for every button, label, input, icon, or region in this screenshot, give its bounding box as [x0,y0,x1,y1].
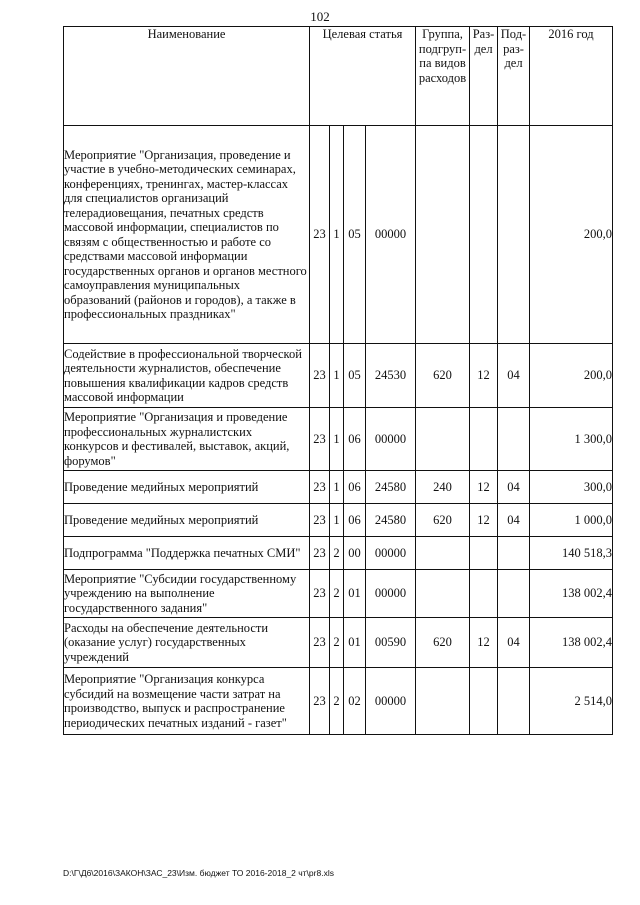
row-name: Мероприятие "Организация, проведение и участие в учебно-методических семинарах, конференциях, тренингах, мастер-классах для специалистов организаций телерадиовещания, печатных средств массовой информации, специалистов по связям с общественностью и работе со средствами массовой информации государственных органов и органов местного самоуправления муниципальных образований (районов и городов), а также в профессиональных праздниках" [64,126,310,344]
target-code-event: 01 [344,618,366,668]
expense-group: 620 [416,504,470,537]
section: 12 [470,344,498,408]
subsection [498,537,530,570]
file-path-footer: D:\Г\Д6\2016\ЗАКОН\ЗАС_23\Изм. бюджет ТО 2016-2018_2 чт\pr8.xls [63,868,334,878]
subsection [498,126,530,344]
subsection [498,570,530,618]
table-body [64,126,613,735]
amount-2016: 140 518,3 [530,537,613,570]
row-name: Подпрограмма "Поддержка печатных СМИ" [64,537,310,570]
table-row [64,408,613,471]
table-row [64,537,613,570]
target-code-program: 23 [310,668,330,735]
expense-group [416,537,470,570]
amount-2016: 200,0 [530,126,613,344]
target-code-direction: 00000 [366,408,416,471]
page-number: 102 [310,9,330,24]
target-code-subprogram: 2 [330,537,344,570]
row-name: Мероприятие "Субсидии государственному учреждению на выполнение государственного задания" [64,570,310,618]
subsection [498,408,530,471]
expense-group: 620 [416,344,470,408]
target-code-direction: 24580 [366,504,416,537]
subsection: 04 [498,344,530,408]
section [470,126,498,344]
table-row [64,570,613,618]
target-code-subprogram: 1 [330,126,344,344]
target-code-subprogram: 2 [330,668,344,735]
row-name: Проведение медийных мероприятий [64,471,310,504]
target-code-direction: 00000 [366,570,416,618]
target-code-subprogram: 1 [330,344,344,408]
subsection [498,668,530,735]
target-code-direction: 24530 [366,344,416,408]
header-name: Наименование [64,27,310,126]
target-code-event: 00 [344,537,366,570]
table-row [64,471,613,504]
table-row [64,126,613,344]
header-target-article: Целевая статья [310,27,416,126]
target-code-event: 06 [344,504,366,537]
section [470,537,498,570]
table-row [64,618,613,668]
row-name: Расходы на обеспечение деятельности (оказание услуг) государственных учреждений [64,618,310,668]
section [470,408,498,471]
expense-group [416,668,470,735]
expense-group [416,570,470,618]
subsection: 04 [498,504,530,537]
section: 12 [470,471,498,504]
target-code-program: 23 [310,537,330,570]
target-code-subprogram: 1 [330,471,344,504]
row-name: Мероприятие "Организация и проведение профессиональных журналистских конкурсов и фестивалей, выставок, акций, форумов" [64,408,310,471]
expense-group: 620 [416,618,470,668]
target-code-subprogram: 2 [330,618,344,668]
subsection: 04 [498,471,530,504]
amount-2016: 1 300,0 [530,408,613,471]
target-code-direction: 00590 [366,618,416,668]
target-code-event: 01 [344,570,366,618]
target-code-direction: 00000 [366,668,416,735]
target-code-subprogram: 1 [330,504,344,537]
expense-group [416,126,470,344]
target-code-program: 23 [310,126,330,344]
budget-table [63,26,613,735]
target-code-event: 06 [344,471,366,504]
section [470,570,498,618]
row-name: Мероприятие "Организация конкурса субсидий на возмещение части затрат на производство, выпуск и распространение периодических печатных изданий - газет" [64,668,310,735]
target-code-event: 06 [344,408,366,471]
target-code-direction: 24580 [366,471,416,504]
target-code-program: 23 [310,408,330,471]
target-code-subprogram: 2 [330,570,344,618]
section [470,668,498,735]
header-subsection: Под- раз- дел [498,27,530,126]
section: 12 [470,504,498,537]
amount-2016: 138 002,4 [530,570,613,618]
target-code-event: 02 [344,668,366,735]
target-code-event: 05 [344,344,366,408]
amount-2016: 200,0 [530,344,613,408]
header-year: 2016 год [530,27,613,126]
header-row [64,27,613,126]
header-group: Группа, подгруп- па видов расходов [416,27,470,126]
amount-2016: 300,0 [530,471,613,504]
target-code-program: 23 [310,471,330,504]
amount-2016: 2 514,0 [530,668,613,735]
expense-group: 240 [416,471,470,504]
target-code-program: 23 [310,504,330,537]
target-code-direction: 00000 [366,126,416,344]
amount-2016: 1 000,0 [530,504,613,537]
target-code-event: 05 [344,126,366,344]
table-row [64,504,613,537]
row-name: Проведение медийных мероприятий [64,504,310,537]
table-row [64,668,613,735]
section: 12 [470,618,498,668]
header-section: Раз- дел [470,27,498,126]
amount-2016: 138 002,4 [530,618,613,668]
subsection: 04 [498,618,530,668]
expense-group [416,408,470,471]
target-code-program: 23 [310,618,330,668]
row-name: Содействие в профессиональной творческой деятельности журналистов, обеспечение повышения квалификации кадров средств массовой информации [64,344,310,408]
target-code-program: 23 [310,570,330,618]
target-code-direction: 00000 [366,537,416,570]
target-code-program: 23 [310,344,330,408]
table-row [64,344,613,408]
target-code-subprogram: 1 [330,408,344,471]
